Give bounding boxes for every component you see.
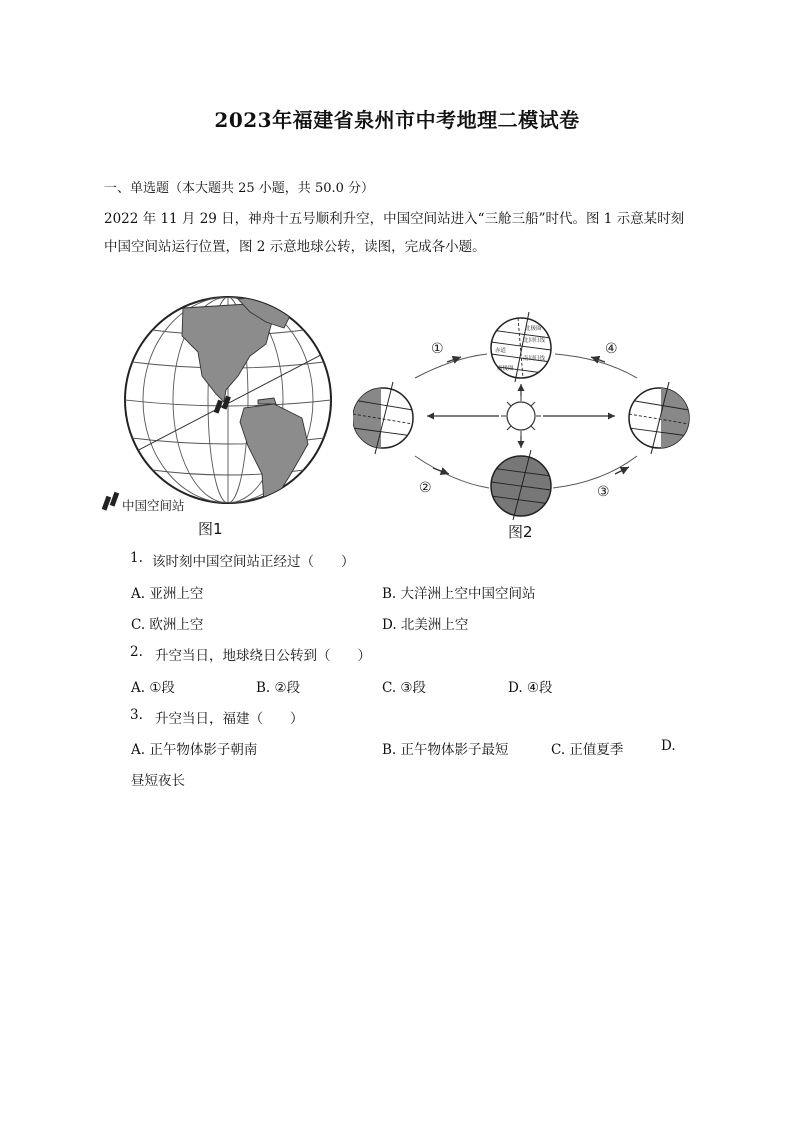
exam-title: 2023年福建省泉州市中考地理二模试卷 bbox=[214, 108, 580, 132]
q1-option-a: A. 亚洲上空 bbox=[131, 586, 204, 602]
figures bbox=[98, 296, 698, 546]
q3-number: 3. bbox=[130, 707, 143, 723]
q3-option-d-text: 昼短夜长 bbox=[131, 773, 185, 789]
station-legend-icon bbox=[102, 492, 119, 511]
q1-option-d: D. 北美洲上空 bbox=[382, 617, 469, 633]
segment-2-label: ② bbox=[419, 480, 432, 496]
segment-3-label: ③ bbox=[597, 484, 610, 500]
earth-left bbox=[353, 382, 413, 454]
label-tropic-capricorn: 南回归线 bbox=[523, 356, 546, 362]
section-heading: 一、单选题（本大题共 25 小题，共 50.0 分） bbox=[104, 181, 375, 196]
q2-option-c: C. ③段 bbox=[382, 680, 427, 696]
q3-stem: 升空当日，福建（ ） bbox=[155, 711, 304, 727]
q3-option-c: C. 正值夏季 bbox=[551, 742, 624, 758]
label-arctic-circle: 北极圈 bbox=[525, 326, 542, 332]
q3-option-d: D. bbox=[661, 738, 676, 754]
q1-number: 1. bbox=[130, 550, 143, 566]
label-tropic-cancer: 北回归线 bbox=[523, 338, 546, 344]
q2-option-a: A. ①段 bbox=[131, 680, 175, 696]
earth-top bbox=[491, 312, 551, 382]
figure1-caption: 图1 bbox=[198, 520, 223, 538]
earth-bottom bbox=[491, 450, 551, 520]
q2-number: 2. bbox=[130, 644, 143, 660]
segment-1-label: ① bbox=[431, 341, 444, 357]
label-antarctic-circle: 南极圈 bbox=[497, 366, 514, 372]
sun-icon bbox=[501, 396, 541, 436]
earth-right bbox=[629, 382, 691, 454]
label-equator: 赤道 bbox=[495, 348, 507, 354]
q3-option-b: B. 正午物体影子最短 bbox=[382, 742, 509, 758]
q2-option-d: D. ④段 bbox=[508, 680, 553, 696]
figure2-orbit bbox=[353, 296, 698, 546]
intro-paragraph: 2022 年 11 月 29 日，神舟十五号顺利升空，中国空间站进入“三舱三船”时代。图 1 示意某时刻中国空间站运行位置，图 2 示意地球公转，读图，完成各小题。 bbox=[104, 211, 685, 255]
q2-option-b: B. ②段 bbox=[256, 680, 301, 696]
station-label: 中国空间站 bbox=[122, 498, 185, 513]
q1-option-c: C. 欧洲上空 bbox=[131, 617, 204, 633]
segment-4-label: ④ bbox=[605, 341, 618, 357]
q1-stem: 该时刻中国空间站正经过（ ） bbox=[152, 554, 355, 570]
q1-option-b: B. 大洋洲上空中国空间站 bbox=[382, 586, 536, 602]
q2-stem: 升空当日，地球绕日公转到（ ） bbox=[155, 648, 371, 664]
q3-option-a: A. 正午物体影子朝南 bbox=[131, 742, 258, 758]
figure2-caption: 图2 bbox=[508, 523, 533, 541]
